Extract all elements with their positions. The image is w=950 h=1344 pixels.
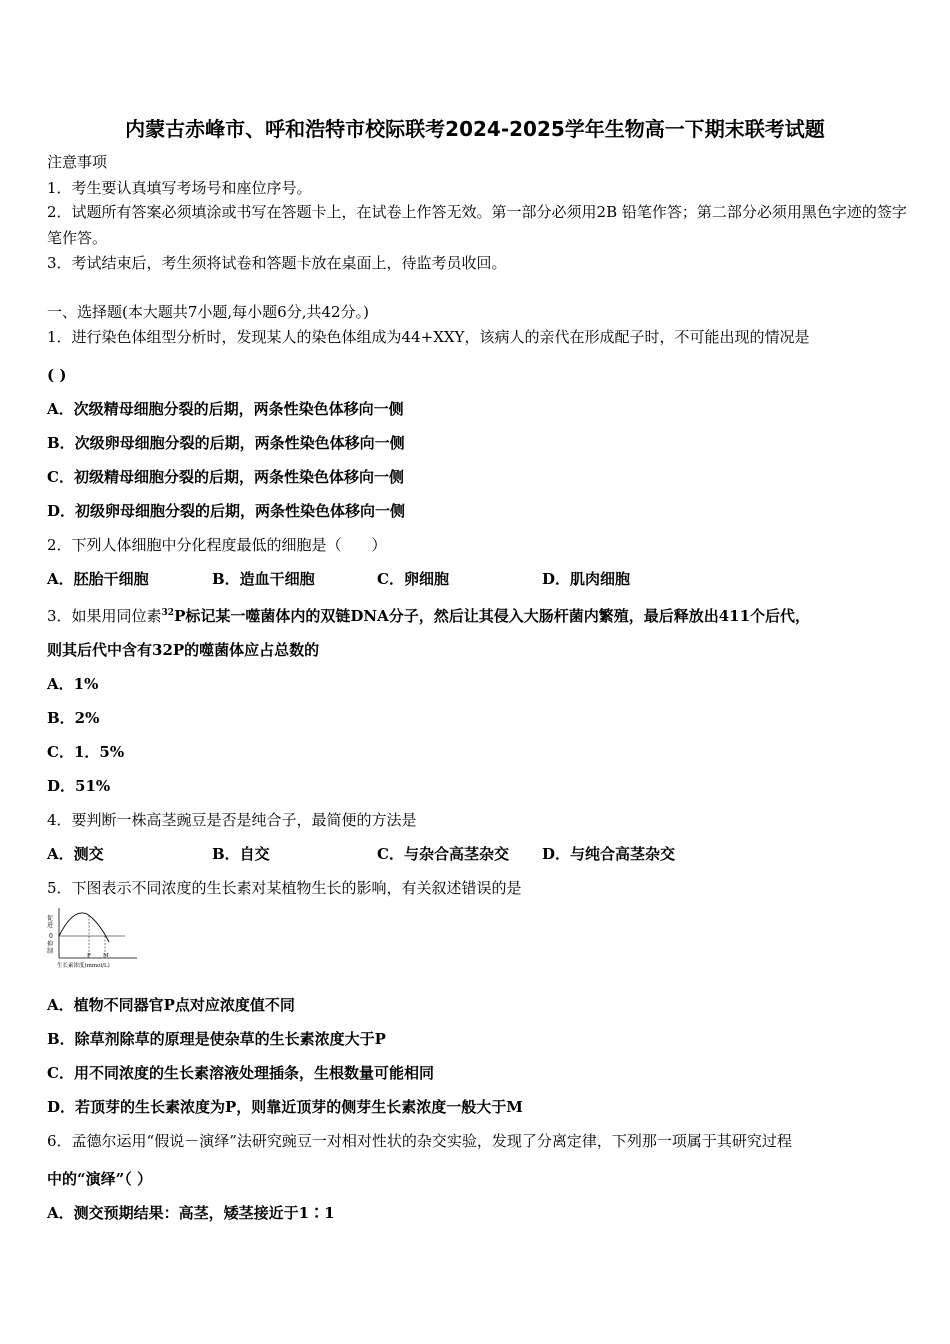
option-b: B．自交 (212, 845, 270, 863)
option-c: C．初级精母细胞分裂的后期，两条性染色体移向一侧 (47, 468, 404, 486)
ylabel-bottom-1: 抑 (47, 941, 54, 948)
question-stem-continued: 则其后代中含有32P的噬菌体应占总数的 (47, 641, 320, 659)
option-c: C．1．5% (47, 743, 125, 761)
zero-label: 0 (49, 933, 53, 940)
option-a: A．测交预期结果：高茎，矮茎接近于1∶1 (47, 1204, 335, 1222)
auxin-curve (59, 913, 109, 942)
option-c: C．用不同浓度的生长素溶液处理插条，生根数量可能相同 (47, 1064, 434, 1082)
question-stem: 2．下列人体细胞中分化程度最低的细胞是（ ） (47, 536, 387, 554)
ylabel-top-1: 促 (47, 915, 54, 922)
option-b: B．次级卵母细胞分裂的后期，两条性染色体移向一侧 (47, 434, 405, 452)
notice-item: 1．考生要认真填写考场号和座位序号。 (47, 179, 312, 197)
isotope-superscript: 32 (161, 608, 175, 618)
ylabel-top-2: 进 (47, 922, 54, 929)
option-a: A．次级精母细胞分裂的后期，两条性染色体移向一侧 (47, 400, 404, 418)
ylabel-bottom-2: 制 (47, 948, 54, 955)
option-a: A．测交 (47, 845, 104, 863)
option-d: D．与纯合高茎杂交 (542, 845, 676, 863)
question-stem-continued: 中的“演绎”（ ） (47, 1170, 152, 1188)
p-label: P (87, 953, 91, 959)
page-title: 内蒙古赤峰市、呼和浩特市校际联考2024-2025学年生物高一下期末联考试题 (125, 117, 825, 141)
m-label: M (103, 953, 109, 959)
question-stem (47, 603, 810, 626)
option-a: A．植物不同器官P点对应浓度值不同 (47, 996, 295, 1014)
x-axis-label: 生长素浓度(mmol/L) (57, 963, 110, 969)
option-b: B．除草剂除草的原理是使杂草的生长素浓度大于P (47, 1030, 386, 1048)
notice-item: 2．试题所有答案必须填涂或书写在答题卡上，在试卷上作答无效。第一部分必须用2B 铅笔作答；第二部分必须用黑色字迹的签字笔作答。 (47, 203, 907, 247)
question-stem: 1．进行染色体组型分析时，发现某人的染色体组成为44+XXY，该病人的亲代在形成配子时，不可能出现的情况是 (47, 328, 810, 346)
notice-heading: 注意事项 (47, 153, 108, 171)
option-d: D．若顶芽的生长素浓度为P，则靠近顶芽的侧芽生长素浓度一般大于M (47, 1098, 523, 1116)
question-stem: 4．要判断一株高茎豌豆是否是纯合子，最简便的方法是 (47, 811, 417, 829)
question-stem: 5．下图表示不同浓度的生长素对某植物生长的影响，有关叙述错误的是 (47, 879, 522, 897)
question-stem: 6．孟德尔运用“假说－演绎”法研究豌豆一对相对性状的杂交实验，发现了分离定律，下列那一项属于其研究过程 (47, 1132, 792, 1150)
option-d: D．51% (47, 777, 111, 795)
option-b: B．造血干细胞 (212, 570, 315, 588)
section-heading: 一、选择题(本大题共7小题,每小题6分,共42分。) (47, 303, 369, 321)
question-stem-part: P标记某一噬菌体内的双链DNA分子，然后让其侵入大肠杆菌内繁殖，最后释放出411个后代， (174, 607, 811, 625)
option-a: A．1% (47, 675, 99, 693)
notice-item: 3．考试结束后，考生须将试卷和答题卡放在桌面上，待监考员收回。 (47, 254, 507, 272)
option-b: B．2% (47, 709, 100, 727)
question-stem-part: 3．如果用同位素 (47, 607, 162, 625)
option-d: D．肌肉细胞 (542, 570, 631, 588)
question-paren: ( ) (47, 366, 67, 384)
option-d: D．初级卵母细胞分裂的后期，两条性染色体移向一侧 (47, 502, 406, 520)
option-a: A．胚胎干细胞 (47, 570, 149, 588)
auxin-curve-figure (45, 906, 141, 970)
option-c: C．与杂合高茎杂交 (377, 845, 509, 863)
option-c: C．卵细胞 (377, 570, 449, 588)
